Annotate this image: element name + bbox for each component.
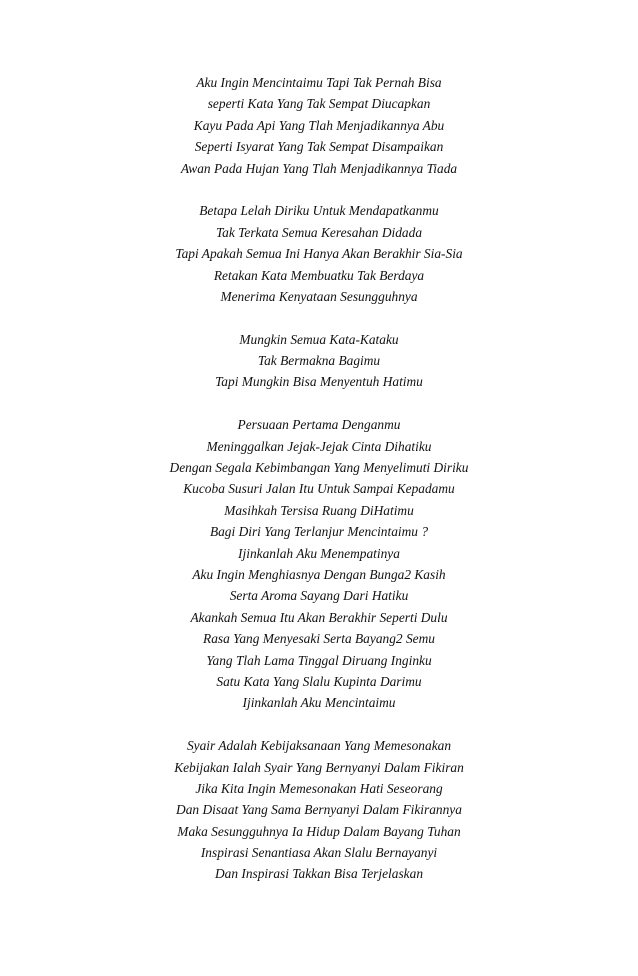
- poem-line: Kebijakan Ialah Syair Yang Bernyanyi Dalam Fikiran: [174, 759, 464, 775]
- poem-line: Seperti Isyarat Yang Tak Sempat Disampaikan: [194, 139, 444, 155]
- poem-line: Dan Disaat Yang Sama Bernyanyi Dalam Fikirannya: [176, 802, 462, 818]
- poem-line: Tak Bermakna Bagimu: [257, 353, 381, 369]
- poem-line: Aku Ingin Menghiasnya Dengan Bunga2 Kasih: [192, 566, 446, 582]
- poem-line: Jika Kita Ingin Memesonakan Hati Seseorang: [195, 780, 443, 796]
- poem-line: Menerima Kenyataan Sesungguhnya: [220, 288, 418, 304]
- poem-line: Aku Ingin Mencintaimu Tapi Tak Pernah Bisa: [196, 75, 442, 90]
- poem-line: Ijinkanlah Aku Mencintaimu: [242, 695, 396, 711]
- poem-line: Inspirasi Senantiasa Akan Slalu Bernayanyi: [200, 845, 438, 861]
- poem-line: Masihkah Tersisa Ruang DiHatimu: [224, 502, 414, 518]
- poem-body: [0, 72, 638, 906]
- stanza-1: [0, 72, 638, 179]
- poem-line: Bagi Diri Yang Terlanjur Mencintaimu ?: [209, 524, 429, 540]
- stanza-5: [0, 735, 638, 885]
- poem-line: Maka Sesungguhnya Ia Hidup Dalam Bayang Tuhan: [177, 823, 461, 839]
- stanza-2: [0, 200, 638, 307]
- poem-line: Dengan Segala Kebimbangan Yang Menyelimuti Diriku: [169, 460, 469, 476]
- poem-line: Tapi Mungkin Bisa Menyentuh Hatimu: [215, 374, 423, 390]
- poem-line: Retakan Kata Membuatku Tak Berdaya: [213, 267, 425, 283]
- poem-line: Rasa Yang Menyesaki Serta Bayang2 Semu: [203, 631, 435, 647]
- stanza-4: [0, 414, 638, 713]
- poem-line: Serta Aroma Sayang Dari Hatiku: [229, 588, 409, 604]
- poem-line: Meninggalkan Jejak-Jejak Cinta Dihatiku: [206, 438, 432, 454]
- poem-line: Awan Pada Hujan Yang Tlah Menjadikannya Tiada: [180, 160, 458, 176]
- poem-line: Persuaan Pertama Denganmu: [237, 417, 401, 433]
- poem-line: Ijinkanlah Aku Menempatinya: [238, 545, 400, 561]
- poem-line: Mungkin Semua Kata-Kataku: [239, 331, 399, 347]
- poem-line: Satu Kata Yang Slalu Kupinta Darimu: [216, 673, 422, 689]
- poem-line: seperti Kata Yang Tak Sempat Diucapkan: [207, 96, 431, 112]
- poem-line: Syair Adalah Kebijaksanaan Yang Memesonakan: [186, 738, 452, 754]
- poem-line: Betapa Lelah Diriku Untuk Mendapatkanmu: [199, 203, 439, 219]
- poem-line: Tak Terkata Semua Keresahan Didada: [215, 224, 423, 240]
- poem-line: Kucoba Susuri Jalan Itu Untuk Sampai Kepadamu: [183, 481, 455, 497]
- poem-line: Yang Tlah Lama Tinggal Diruang Inginku: [206, 652, 432, 668]
- poem-line: Kayu Pada Api Yang Tlah Menjadikannya Abu: [193, 117, 445, 133]
- poem-line: Dan Inspirasi Takkan Bisa Terjelaskan: [214, 866, 424, 882]
- poem-line: Akankah Semua Itu Akan Berakhir Seperti Dulu: [190, 609, 448, 625]
- stanza-3: [0, 329, 638, 393]
- poem-line: Tapi Apakah Semua Ini Hanya Akan Berakhir Sia-Sia: [175, 246, 463, 262]
